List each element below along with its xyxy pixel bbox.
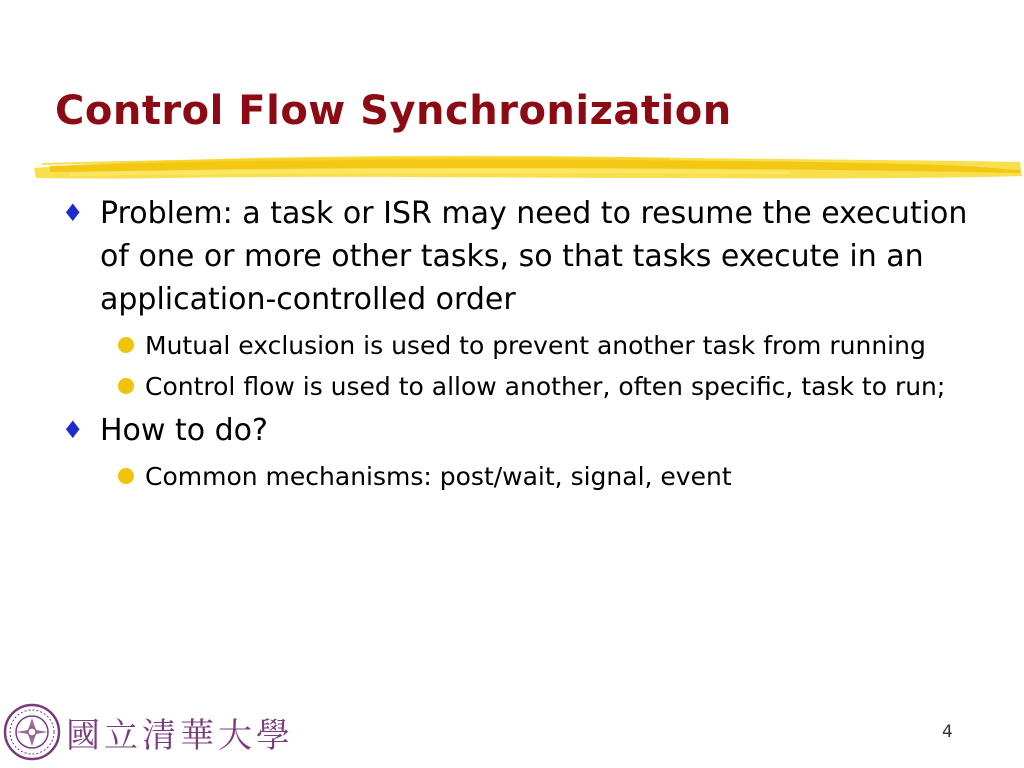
bullet-text: Problem: a task or ISR may need to resume the execution of one or more other tasks, so that tasks execute in an application-controlled order [100,196,968,317]
diamond-bullet-icon: ♦ [62,416,84,444]
page-number: 4 [942,722,953,742]
sub-bullet-control-flow [116,368,972,405]
bullet-text: How to do? [100,413,268,448]
sub-bullet-text: Common mechanisms: post/wait, signal, event [145,462,732,491]
university-seal-icon [3,703,61,761]
university-wordmark: 國立清華大學 [66,716,294,756]
sub-bullet-text: Control flow is used to allow another, often specific, task to run; [145,372,946,401]
title-underline-brushstroke [30,146,1024,190]
sub-bullet-text: Mutual exclusion is used to prevent another task from running [145,331,926,360]
slide-title: Control Flow Synchronization [55,88,732,134]
diamond-bullet-icon: ♦ [62,199,84,227]
bullet-how-to-do [62,409,972,452]
yellow-dot-bullet-icon [116,368,145,405]
sub-bullet-mutual-exclusion [116,327,972,364]
bullet-problem [62,192,972,321]
sub-bullet-mechanisms [116,458,972,495]
yellow-dot-bullet-icon [116,458,145,495]
yellow-dot-bullet-icon [116,327,145,364]
slide-body [62,192,972,499]
